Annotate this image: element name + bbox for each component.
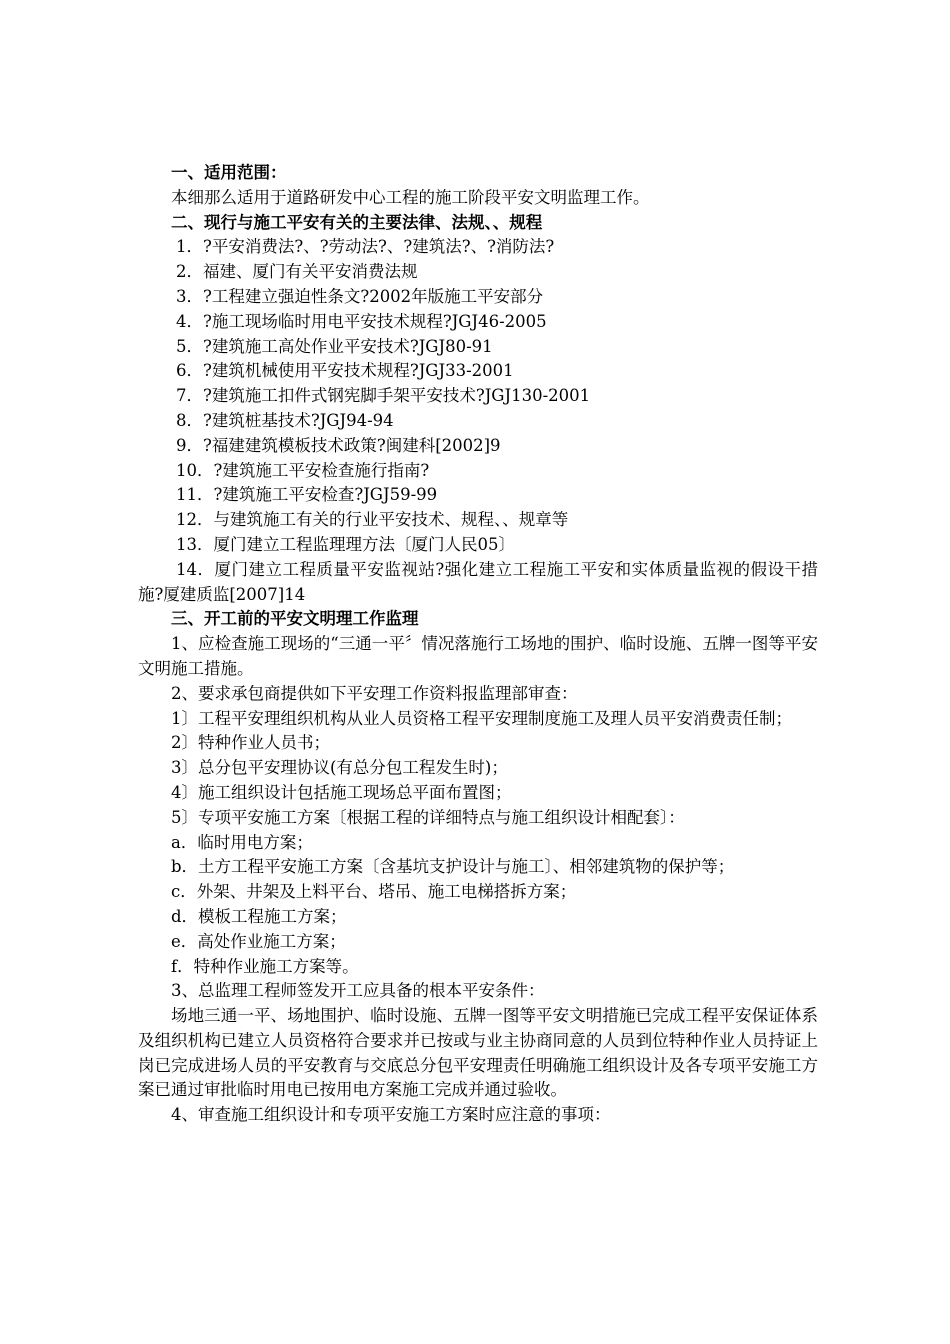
regulation-item: 2．福建、厦门有关平安消费法规: [176, 262, 418, 282]
body-paragraph: 3、总监理工程师签发开工应具备的根本平安条件：: [171, 981, 545, 1001]
body-paragraph: 4〕施工组织设计包括施工现场总平面布置图；: [171, 782, 512, 802]
body-paragraph: a．临时用电方案；: [171, 832, 313, 852]
regulation-item: 8．?建筑桩基技术?JGJ94-94: [176, 410, 394, 430]
body-paragraph: 1、应检查施工现场的“三通一平〞情况落施行工场地的围护、临时设施、五牌一图等平安文明施工措施。: [138, 634, 818, 678]
body-paragraph: c．外架、井架及上料平台、塔吊、施工电梯搭拆方案；: [171, 882, 577, 902]
body-paragraph: 4、审查施工组织设计和专项平安施工方案时应注意的事项：: [171, 1105, 611, 1125]
regulation-item: 9．?福建建筑模板技术政策?闽建科[2002]9: [176, 435, 501, 455]
regulation-item: 11．?建筑施工平安检查?JGJ59-99: [176, 485, 438, 505]
body-paragraph: f．特种作业施工方案等。: [171, 956, 359, 976]
body-paragraph: e．高处作业施工方案；: [171, 931, 346, 951]
regulation-item: 14．厦门建立工程质量平安监视站?强化建立工程施工平安和实体质量监视的假设干措施?厦建质监[2007]14: [138, 559, 818, 604]
regulation-item: 10．?建筑施工平安检查施行指南?: [176, 460, 430, 480]
regulation-item: 13．厦门建立工程监理理方法〔厦门人民05〕: [176, 534, 515, 554]
regulation-item: 6．?建筑机械使用平安技术规程?JGJ33-2001: [176, 361, 514, 381]
regulation-item: 3．?工程建立强迫性条文?2002年版施工平安部分: [176, 286, 544, 306]
regulation-item: 12．与建筑施工有关的行业平安技术、规程、、规章等: [176, 510, 569, 530]
body-paragraph: 2〕特种作业人员书；: [171, 733, 330, 753]
body-paragraph: 5〕专项平安施工方案〔根据工程的详细特点与施工组织设计相配套〕：: [171, 807, 685, 827]
regulation-item: 7．?建筑施工扣件式钢宪脚手架平安技术?JGJ130-2001: [176, 386, 591, 406]
body-paragraph: 1〕工程平安理组织机构从业人员资格工程平安理制度施工及理人员平安消费责任制；: [171, 708, 792, 728]
scope-paragraph: 本细那么适用于道路研发中心工程的施工阶段平安文明监理工作。: [171, 187, 650, 207]
heading-pre-construction: 三、开工前的平安文明理工作监理: [171, 609, 419, 629]
body-paragraph: 场地三通一平、场地围护、临时设施、五牌一图等平安文明措施已完成工程平安保证体系及组织机构已建立人员资格符合要求并已按或与业主协商同意的人员到位特种作业人员持证上岗已完成进场人员的平安教育与交底总分包平安理责任明确施工组织设计及各专项平安施工方案已通过审批临时用电已按用电方案施工完成并通过验收。: [138, 1006, 818, 1100]
document-page: [138, 161, 818, 1128]
regulation-item: 1．?平安消费法?、?劳动法?、?建筑法?、?消防法?: [176, 237, 555, 257]
body-paragraph: d．模板工程施工方案；: [171, 906, 347, 926]
regulation-item: 4．?施工现场临时用电平安技术规程?JGJ46-2005: [176, 311, 547, 331]
heading-scope: 一、适用范围：: [171, 163, 287, 182]
body-paragraph: 2、要求承包商提供如下平安理工作资料报监理部审查：: [171, 683, 578, 703]
body-paragraph: b．土方工程平安施工方案〔含基坑支护设计与施工〕、相邻建筑物的保护等；: [171, 857, 735, 877]
body-paragraph: 3〕总分包平安理协议(有总分包工程发生时)；: [171, 758, 508, 778]
heading-regulations: 二、现行与施工平安有关的主要法律、法规、、规程: [171, 212, 543, 232]
regulation-item: 5．?建筑施工高处作业平安技术?JGJ80-91: [176, 336, 493, 356]
